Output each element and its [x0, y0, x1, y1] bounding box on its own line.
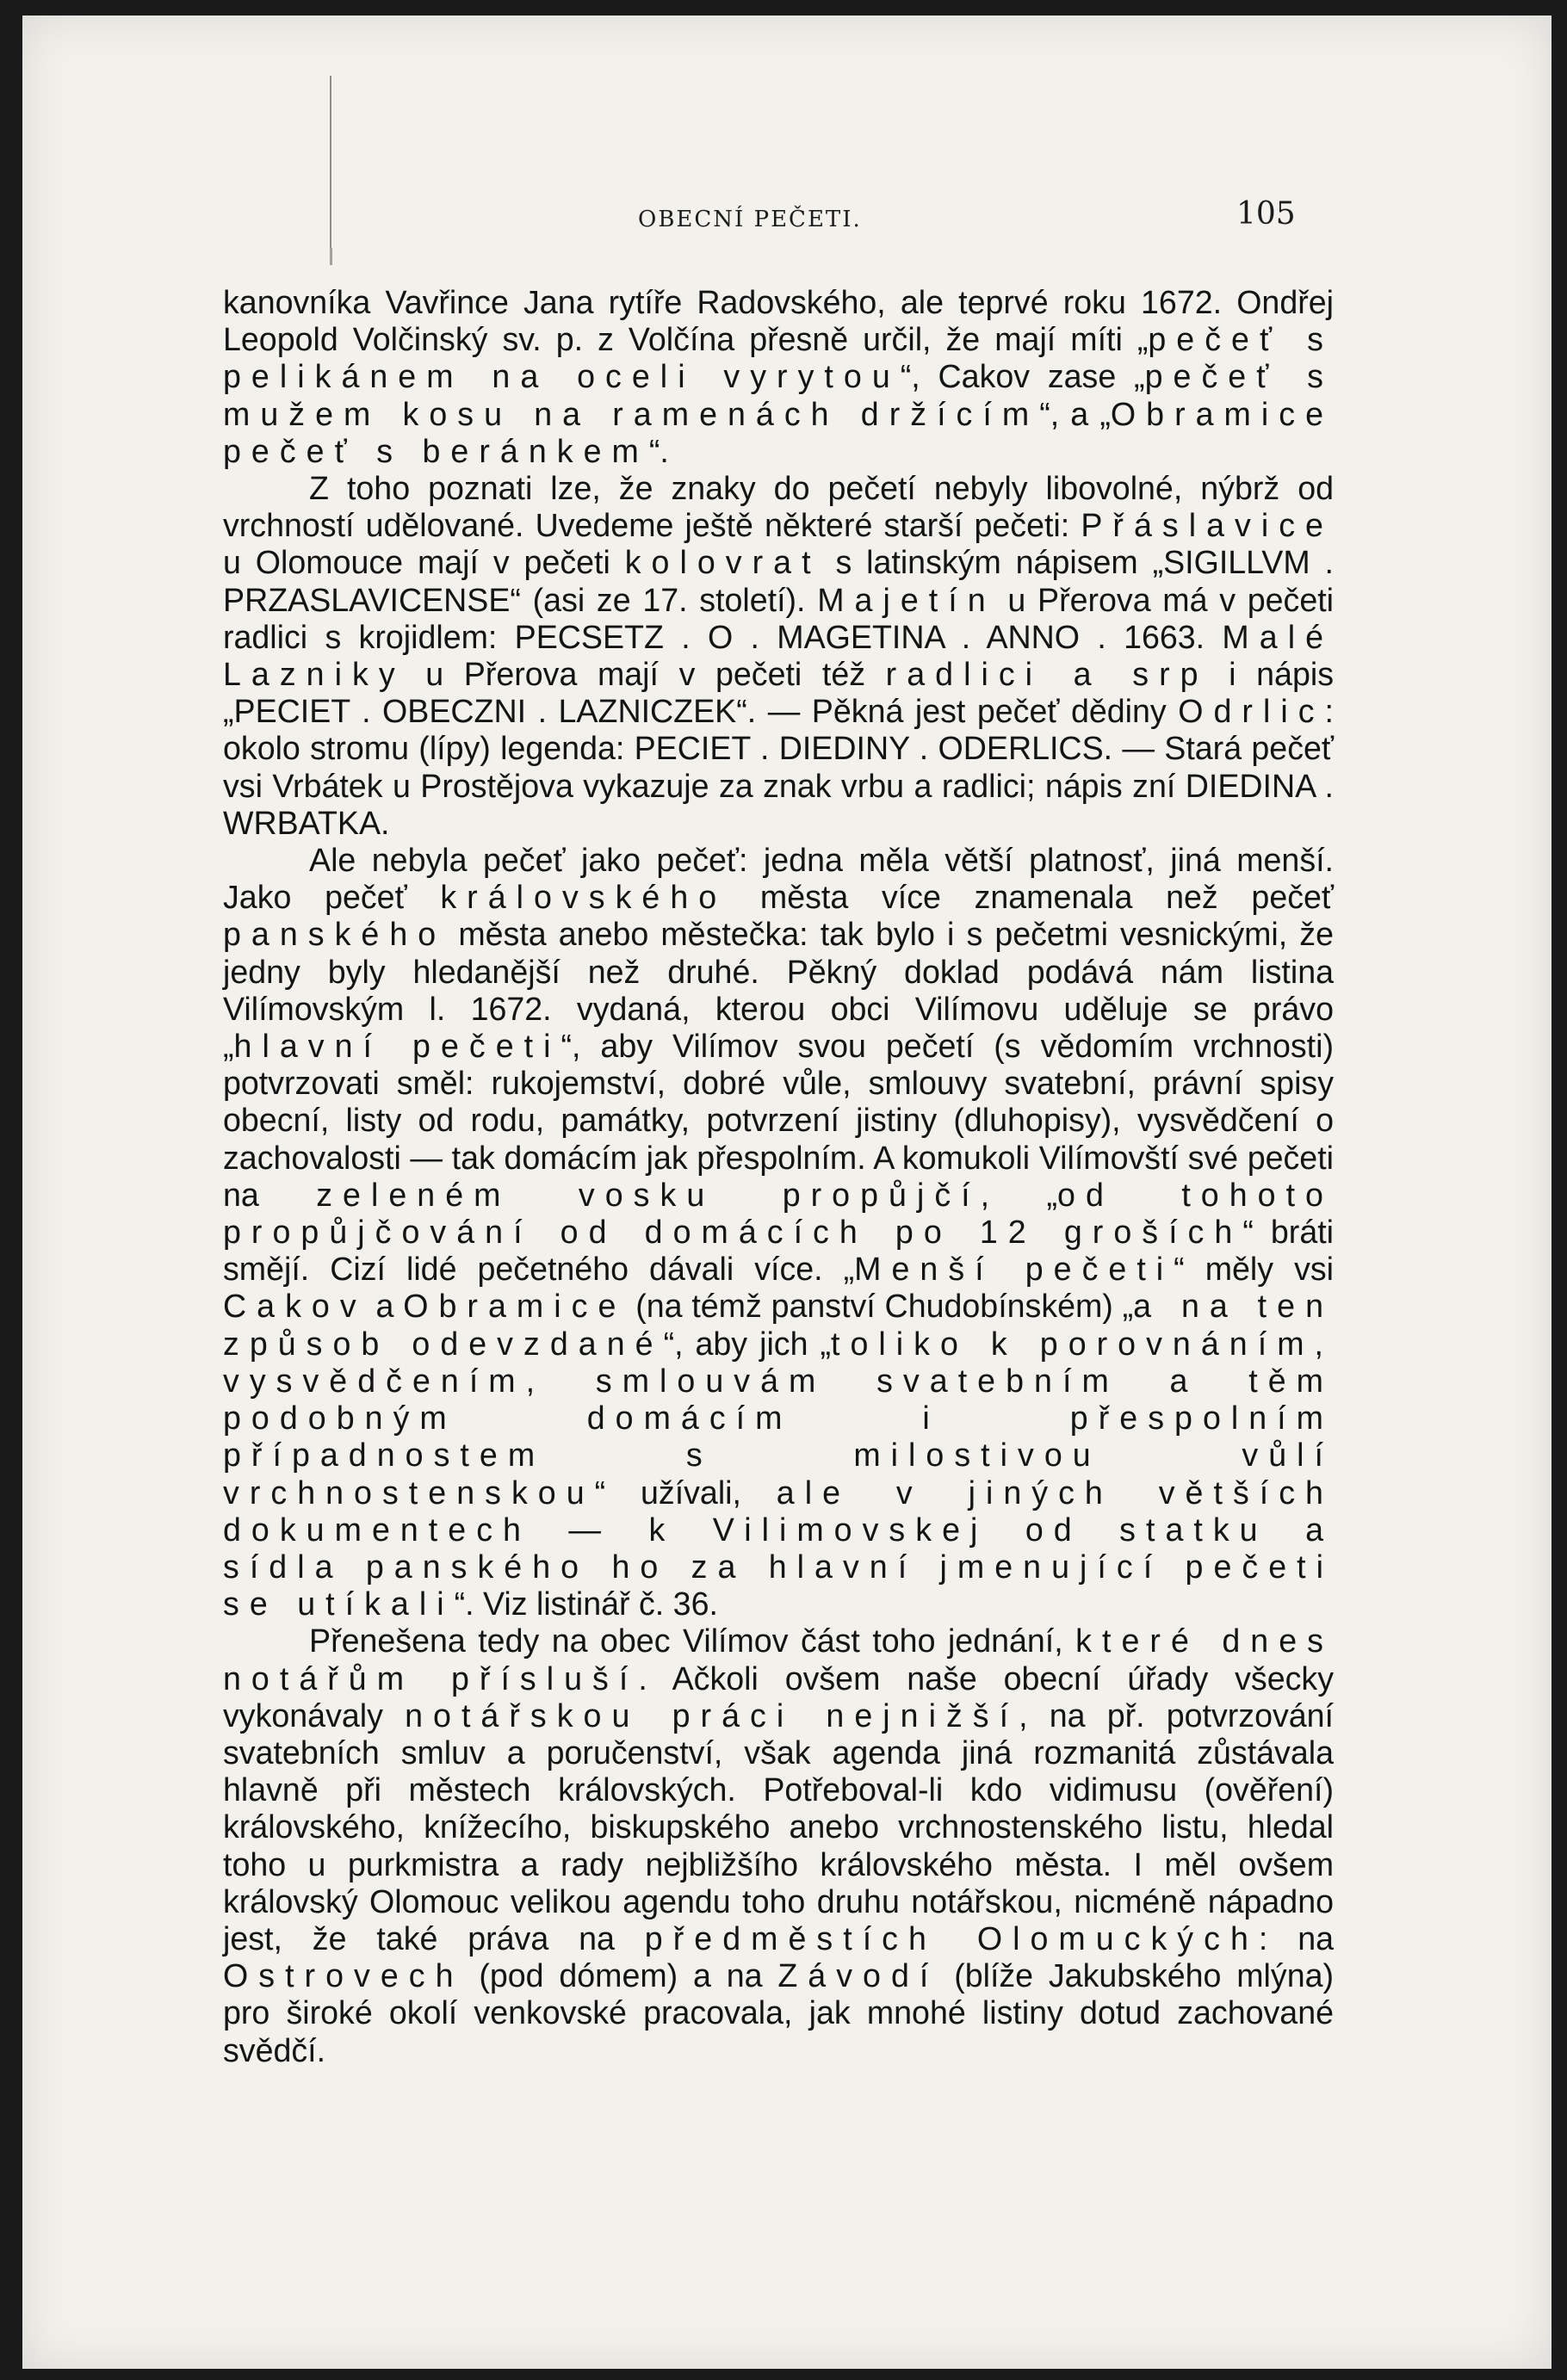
paragraph — [223, 1623, 1334, 2068]
text-run: s latinským nápisem „SIGILLVM . PRZASLAVICENSE“ (asi ze 17. století). — [223, 544, 1334, 618]
spaced-emphasis: pečeť s mužem kosu na ramenách držícím — [223, 358, 1334, 432]
spaced-emphasis: a na ten způsob odevzdané — [223, 1288, 1335, 1362]
text-run: “. — [648, 432, 669, 469]
text-run: města anebo městečka: tak bylo i s pečetmi vesnickými, že jedny byly hledanější než druhé. Pěkný doklad podává nám listina Vilímovským l. 1672. vydaná, kterou obci Vilímovu uděluje se právo „ — [223, 916, 1334, 1065]
text-run: : okolo stromu (lípy) legenda: PECIET . DIEDINY . ODERLICS. — Stará pečeť vsi Vrbátek u Prostějova vykazuje za znak vrbu a radlici; nápis zní DIEDINA . WRBATKA. — [223, 693, 1334, 841]
spaced-emphasis: předměstích Olomuckých — [644, 1919, 1259, 1957]
spaced-emphasis: Majetín — [817, 581, 996, 618]
spaced-emphasis: od tohoto propůjčování od domácích po 12 groších — [223, 1176, 1334, 1251]
text-run: “. Viz listinář č. 36. — [454, 1586, 718, 1623]
text-run: města více znamenala než pečeť — [727, 879, 1334, 916]
spaced-emphasis: kolovrat — [624, 544, 821, 581]
paragraph — [223, 842, 1334, 1623]
spaced-emphasis: radlici a srp — [885, 656, 1209, 693]
text-run: “, aby Vilímov svou pečetí (s vědomím vrchnosti) potvrzovati směl: rukojemství, dobré vůle, smlouvy svatební, právní spisy obecní, listy od rodu, památky, potvrzení jistiny (dluhopisy), vysvědčení o zachovalosti — tak domácím jak přespolním. A komukoli Vilímovští své pečeti na — [223, 1028, 1334, 1213]
text-run: u Přerova mají v pečeti též — [405, 656, 886, 693]
text-run: (pod dómem) a na — [463, 1957, 778, 1994]
spaced-emphasis: toliko k porovnáním, vysvědčením, smlouvám svatebním a těm podobným domácím i přespolním případnostem s milostivou vůlí vrchnostenskou — [223, 1325, 1335, 1511]
spaced-emphasis: notářskou práci nejnižší — [405, 1697, 1019, 1734]
spaced-emphasis: Ostrovech — [223, 1957, 464, 1994]
text-run: “, a „ — [1039, 395, 1111, 432]
spaced-emphasis: pečeť s pelikánem na oceli vyrytou — [223, 321, 1334, 395]
text-run: Z toho poznati lze, že znaky do pečetí nebyly libovolné, nýbrž od vrchností udělované. Uvedeme ještě některé starší pečeti: — [223, 470, 1334, 544]
spaced-emphasis: Závodí — [777, 1957, 939, 1994]
spaced-emphasis: hlavní pečeti — [233, 1028, 561, 1065]
text-run: (na témž panství Chudobínském) „ — [626, 1288, 1134, 1325]
text-run: Ale nebyla pečeť jako pečeť: jedna měla větší platnosť, jiná menší. Jako pečeť — [223, 842, 1334, 916]
spaced-emphasis: zeleném vosku propůjčí — [316, 1176, 981, 1213]
spaced-emphasis: Menší pečeti — [854, 1251, 1174, 1288]
spaced-emphasis: Malé Lazniky — [223, 618, 1334, 693]
text-run: a — [366, 1288, 404, 1325]
binding-mark — [330, 76, 331, 248]
paragraph — [223, 284, 1334, 470]
spaced-emphasis: Obramice — [403, 1288, 627, 1325]
text-run: Přenešena tedy na obec Vilímov část toho jednání, — [309, 1623, 1076, 1660]
text-run: kanovníka Vavřince Jana rytíře Radovského, ale teprvé roku 1672. Ondřej Leopold Volčinský sv. p. z Volčína přesně určil, že mají míti „ — [223, 284, 1334, 358]
text-run: : na — [1258, 1919, 1335, 1957]
text-run: “ měly vsi — [1174, 1251, 1334, 1288]
text-run: “, Cakov zase „ — [900, 358, 1145, 395]
text-run: (blíže Jakubského mlýna) pro široké okolí venkovské pracovala, jak mnohé listiny dotud zachované svědčí. — [223, 1957, 1335, 2068]
spaced-emphasis: které dnes notářům přísluší — [223, 1623, 1334, 1697]
spaced-emphasis: panského — [223, 916, 447, 953]
spaced-emphasis: královského — [440, 879, 728, 916]
text-run: . Ačkoli ovšem naše obecní úřady všecky vykonávaly — [223, 1660, 1334, 1734]
spaced-emphasis: Cakov — [223, 1288, 367, 1325]
page-number: 105 — [1236, 196, 1296, 232]
spaced-emphasis: Odrlic — [1178, 693, 1325, 730]
text-run: u Olomouce mají v pečeti — [223, 544, 625, 581]
book-page — [22, 15, 1552, 2369]
text-run: i nápis „PECIET . OBECZNI . LAZNICZEK“. — Pěkná jest pečeť dědiny — [223, 656, 1334, 730]
text-run: , „ — [980, 1176, 1058, 1213]
binding-mark — [330, 248, 332, 265]
text-run: “, aby jich „ — [663, 1325, 831, 1362]
spaced-emphasis: Obramice pečeť s beránkem — [223, 395, 1335, 469]
paragraph — [223, 470, 1334, 842]
body-text — [223, 284, 1334, 2069]
spaced-emphasis: ale v jiných větších dokumentech — k Vilimovskej od statku a sídla panského ho za hlavní jmenující pečeti se utíkali — [223, 1474, 1334, 1623]
text-run: “ bráti smějí. Cizí lidé pečetného dávali více. „ — [223, 1214, 1335, 1288]
text-run: , na př. potvrzování svatebních smluv a poručenství, však agenda jiná rozmanitá zůstávala hlavně při městech královských. Potřeboval-li kdo vidimusu (ověření) královského, knížecího, biskupského anebo vrchnostenského listu, hledal toho u purkmistra a rady nejbližšího královského města. I měl ovšem královský Olomouc velikou agendu toho druhu notářskou, nicméně nápadno jest, že také práva na — [223, 1697, 1334, 1957]
spaced-emphasis: Přáslavice — [1081, 507, 1334, 544]
running-title: OBECNÍ PEČETI. — [638, 207, 862, 232]
text-run: “ užívali, — [594, 1474, 777, 1511]
text-run: u Přerova má v pečeti radlici s krojidlem: PECSETZ . O . MAGETINA . ANNO . 1663. — [223, 581, 1335, 655]
